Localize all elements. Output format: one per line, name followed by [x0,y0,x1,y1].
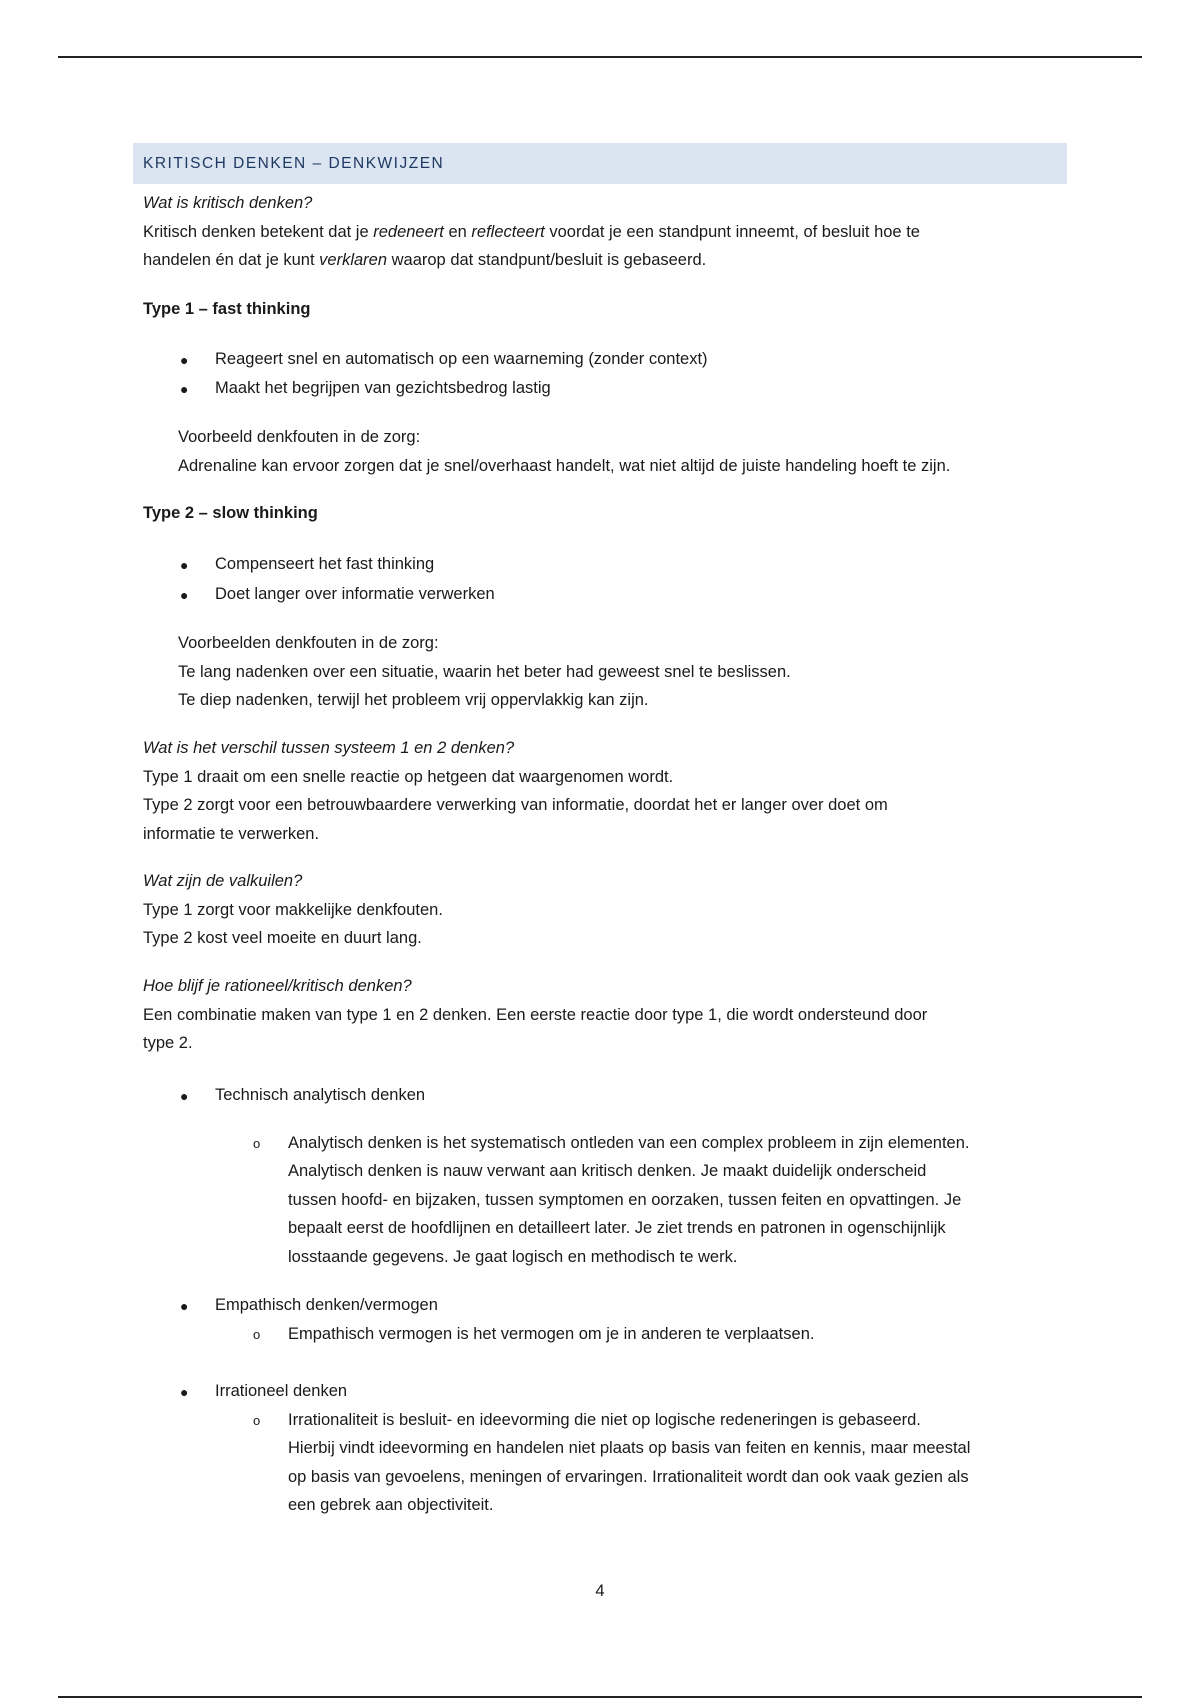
footer-rule [58,1696,1142,1698]
mode-title: Irrationeel denken [215,1382,348,1400]
bullet-icon: ● [180,557,189,573]
mode-text-line: op basis van gevoelens, meningen of ervaringen. Irrationaliteit wordt dan ook vaak gezien als [288,1468,969,1486]
section-heading: KRITISCH DENKEN – DENKWIJZEN [133,143,1067,184]
paragraph-line: handelen én dat je kunt verklaren waarop dat standpunt/besluit is gebaseerd. [143,251,707,269]
mode-text-line: losstaande gegevens. Je gaat logisch en methodisch te werk. [288,1248,738,1266]
mode-title: Empathisch denken/vermogen [215,1296,438,1314]
type2-heading: Type 2 – slow thinking [143,504,318,522]
paragraph-line: Type 1 zorgt voor makkelijke denkfouten. [143,901,443,919]
example-text: Te diep nadenken, terwijl het probleem vrij oppervlakkig kan zijn. [178,691,649,709]
list-item: Maakt het begrijpen van gezichtsbedrog lastig [215,379,551,397]
paragraph-line: informatie te verwerken. [143,825,320,843]
bullet-icon: ● [180,587,189,603]
paragraph-line: Type 2 zorgt voor een betrouwbaardere verwerking van informatie, doordat het er langer over doet om [143,796,888,814]
mode-text-line: Irrationaliteit is besluit- en ideevorming die niet op logische redeneringen is gebaseerd. [288,1411,921,1429]
sub-bullet-icon: o [253,1327,261,1342]
example-text: Te lang nadenken over een situatie, waarin het beter had geweest snel te beslissen. [178,663,791,681]
mode-text-line: Analytisch denken is nauw verwant aan kritisch denken. Je maakt duidelijk onderscheid [288,1162,927,1180]
question-pitfalls: Wat zijn de valkuilen? [143,872,303,890]
mode-text-line: Empathisch vermogen is het vermogen om je in anderen te verplaatsen. [288,1325,815,1343]
example-label: Voorbeeld denkfouten in de zorg: [178,428,421,446]
example-text: Adrenaline kan ervoor zorgen dat je snel/overhaast handelt, wat niet altijd de juiste handeling hoeft te zijn. [178,457,951,475]
paragraph-line: type 2. [143,1034,193,1052]
sub-bullet-icon: o [253,1136,261,1151]
list-item: Reageert snel en automatisch op een waarneming (zonder context) [215,350,708,368]
paragraph-line: Type 2 kost veel moeite en duurt lang. [143,929,422,947]
list-item: Doet langer over informatie verwerken [215,585,495,603]
question-difference: Wat is het verschil tussen systeem 1 en 2 denken? [143,739,515,757]
mode-text-line: een gebrek aan objectiviteit. [288,1496,494,1514]
question-what-is-critical-thinking: Wat is kritisch denken? [143,194,313,212]
bullet-icon: ● [180,1384,189,1400]
paragraph-line: Een combinatie maken van type 1 en 2 denken. Een eerste reactie door type 1, die wordt ondersteund door [143,1006,928,1024]
mode-title: Technisch analytisch denken [215,1086,426,1104]
page-number: 4 [595,1582,605,1600]
paragraph-line: Type 1 draait om een snelle reactie op hetgeen dat waargenomen wordt. [143,768,674,786]
type1-heading: Type 1 – fast thinking [143,300,311,318]
bullet-icon: ● [180,381,189,397]
question-rational: Hoe blijf je rationeel/kritisch denken? [143,977,412,995]
list-item: Compenseert het fast thinking [215,555,435,573]
mode-text-line: bepaalt eerst de hoofdlijnen en detailleert later. Je ziet trends en patronen in ogenschijnlijk [288,1219,946,1237]
bullet-icon: ● [180,1298,189,1314]
bullet-icon: ● [180,1088,189,1104]
example-label: Voorbeelden denkfouten in de zorg: [178,634,439,652]
mode-text-line: Hierbij vindt ideevorming en handelen niet plaats op basis van feiten en kennis, maar meestal [288,1439,971,1457]
paragraph-line: Kritisch denken betekent dat je redeneert en reflecteert voordat je een standpunt inneemt, of besluit hoe te [143,223,920,241]
sub-bullet-icon: o [253,1413,261,1428]
bullet-icon: ● [180,352,189,368]
header-rule [58,56,1142,58]
mode-text-line: Analytisch denken is het systematisch ontleden van een complex probleem in zijn elementen. [288,1134,970,1152]
mode-text-line: tussen hoofd- en bijzaken, tussen symptomen en oorzaken, tussen feiten en opvattingen. Je [288,1191,962,1209]
